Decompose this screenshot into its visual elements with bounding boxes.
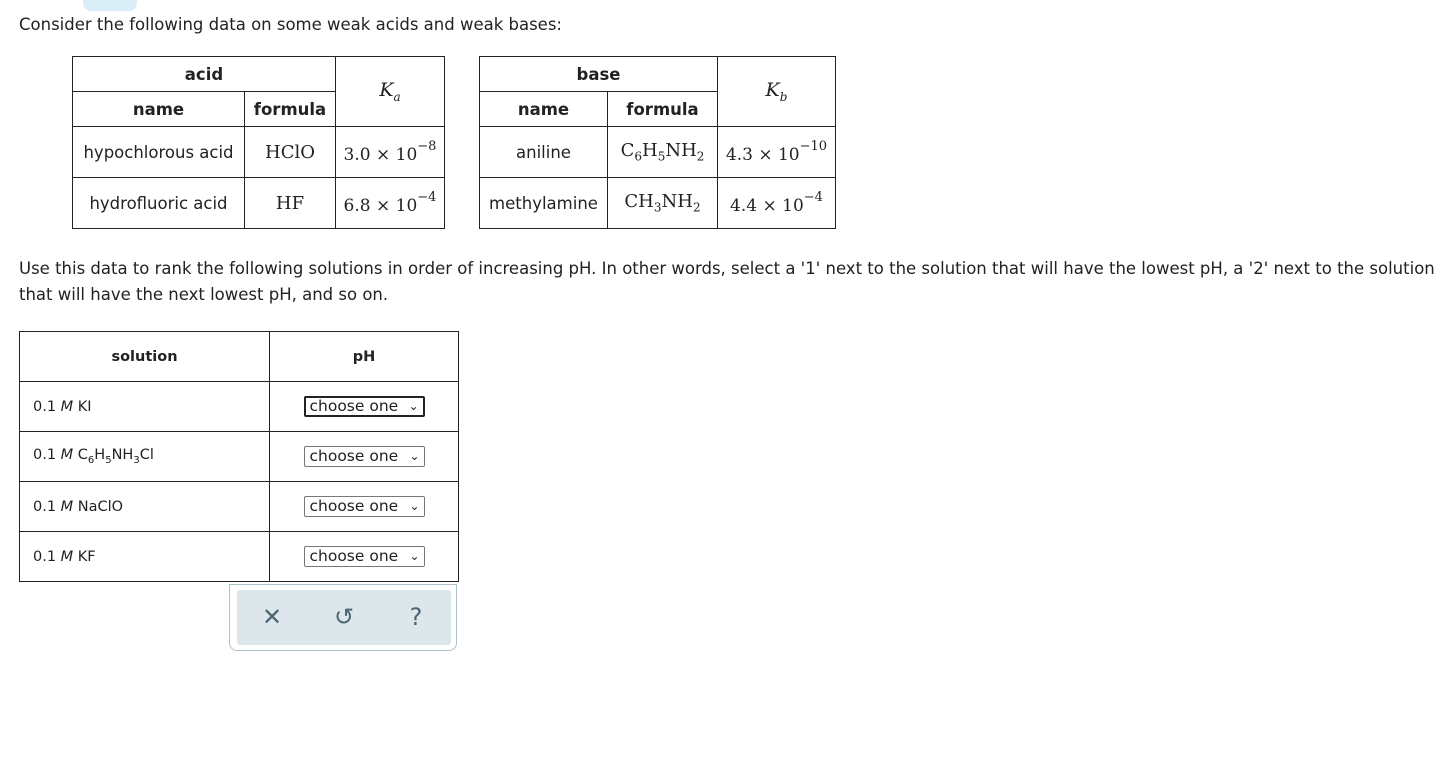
undo-button[interactable] <box>326 599 362 635</box>
ranking-row <box>20 382 459 432</box>
acid-formula: HClO <box>245 127 336 178</box>
instructions-text: Use this data to rank the following solutions in order of increasing pH. In other words, select a '1' next to the solution that will have the lowest pH, a '2' next to the solution that will have the next lowest pH, and so on. <box>19 259 1435 304</box>
ka-header <box>336 57 445 127</box>
solution-header: solution <box>20 332 270 382</box>
ph-header: pH <box>270 332 459 382</box>
base-formula: $C_6H_5NH_2$ <box>608 127 718 178</box>
base-kb-value: $4.4 \times 10^{-4}$ <box>718 178 836 229</box>
clear-button[interactable] <box>254 599 290 635</box>
acid-table <box>72 56 445 229</box>
solution-label: 0.1 M KI <box>20 382 270 432</box>
base-name-header: name <box>480 92 608 127</box>
kb-symbol: $K_b$ <box>765 79 788 104</box>
ph-cell <box>270 532 459 582</box>
ph-cell <box>270 432 459 482</box>
ranking-table <box>19 331 459 582</box>
ph-rank-select[interactable]: choose one ⌄ <box>304 496 425 517</box>
base-formula-header: formula <box>608 92 718 127</box>
ph-rank-select[interactable]: choose one ⌄ <box>304 546 425 567</box>
ph-cell <box>270 482 459 532</box>
answer-toolbar <box>229 584 457 651</box>
acid-name-header: name <box>73 92 245 127</box>
chevron-down-icon: ⌄ <box>408 399 419 413</box>
ph-rank-select[interactable]: choose one ⌄ <box>304 396 425 417</box>
help-button[interactable] <box>398 599 434 635</box>
acid-row <box>73 127 445 178</box>
help-icon: ? <box>409 603 423 631</box>
ranking-row <box>20 482 459 532</box>
intro-text: Consider the following data on some weak acids and weak bases: <box>19 15 562 34</box>
answer-toolbar-inner <box>237 590 451 645</box>
base-formula: $CH_3NH_2$ <box>608 178 718 229</box>
undo-icon: ↺ <box>333 603 355 631</box>
base-row <box>480 127 836 178</box>
kb-header <box>718 57 836 127</box>
chevron-down-icon: ⌄ <box>409 449 420 463</box>
acid-ka-value: $6.8 \times 10^{-4}$ <box>336 178 445 229</box>
top-tab-indicator <box>83 0 137 11</box>
base-table <box>479 56 836 229</box>
base-group-header: base <box>480 57 718 92</box>
ranking-row <box>20 432 459 482</box>
acid-ka-value: $3.0 \times 10^{-8}$ <box>336 127 445 178</box>
ranking-row <box>20 532 459 582</box>
base-kb-value: $4.3 \times 10^{-10}$ <box>718 127 836 178</box>
chevron-down-icon: ⌄ <box>409 499 420 513</box>
acid-formula: HF <box>245 178 336 229</box>
ph-rank-select[interactable]: choose one ⌄ <box>304 446 425 467</box>
solution-label: 0.1 M KF <box>20 532 270 582</box>
solution-label: 0.1 M NaClO <box>20 482 270 532</box>
acid-name: hypochlorous acid <box>73 127 245 178</box>
chevron-down-icon: ⌄ <box>409 549 420 563</box>
acid-formula-header: formula <box>245 92 336 127</box>
acid-group-header: acid <box>73 57 336 92</box>
ph-cell <box>270 382 459 432</box>
base-row <box>480 178 836 229</box>
base-name: methylamine <box>480 178 608 229</box>
ka-symbol: $K_a$ <box>379 79 401 104</box>
solution-label: 0.1 M $C_6H_5NH_3Cl$ <box>20 432 270 482</box>
base-name: aniline <box>480 127 608 178</box>
acid-name: hydrofluoric acid <box>73 178 245 229</box>
acid-row <box>73 178 445 229</box>
close-icon: ✕ <box>261 603 283 631</box>
